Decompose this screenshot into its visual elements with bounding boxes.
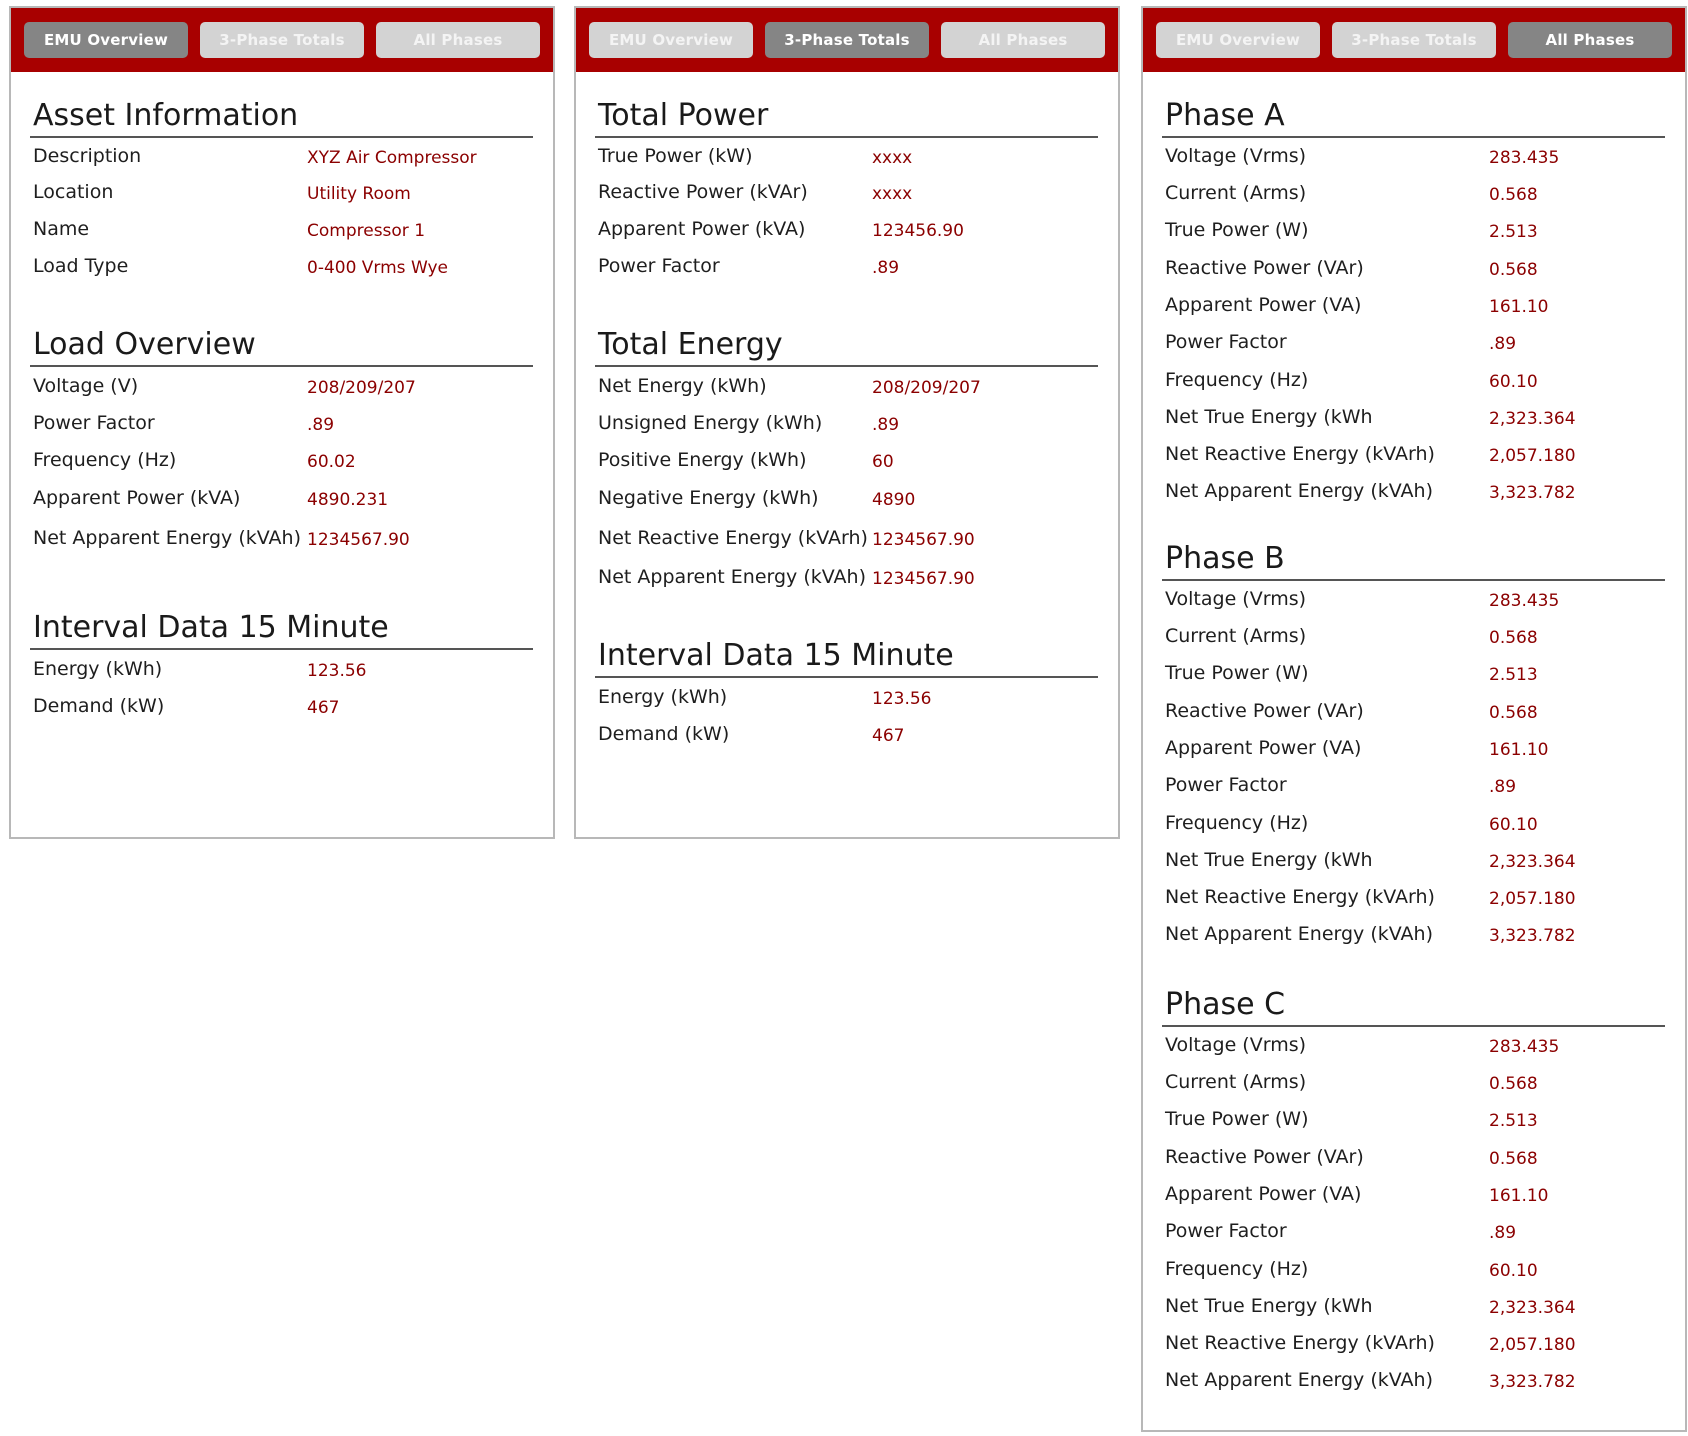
row-label: True Power (kW) bbox=[598, 145, 753, 167]
row-label: Net True Energy (kWh bbox=[1165, 406, 1373, 428]
row-label: True Power (W) bbox=[1165, 218, 1309, 241]
row-value: 123.56 bbox=[872, 688, 932, 709]
row-label: Demand (kW) bbox=[598, 722, 730, 745]
tab-bar bbox=[1143, 8, 1685, 72]
row-label: Net Apparent Energy (kVAh) bbox=[1165, 1368, 1433, 1391]
section-title: Total Energy bbox=[595, 325, 1098, 367]
row-value: .89 bbox=[872, 414, 900, 435]
row-label: Positive Energy (kWh) bbox=[598, 448, 807, 471]
data-row bbox=[1162, 1361, 1665, 1398]
row-value: 2.513 bbox=[1489, 1110, 1538, 1131]
data-row bbox=[1162, 617, 1665, 654]
data-row bbox=[1162, 323, 1665, 360]
row-value: 283.435 bbox=[1489, 1037, 1560, 1057]
row-label: Frequency (Hz) bbox=[33, 448, 177, 471]
row-value: 123.56 bbox=[307, 660, 367, 681]
row-value: 0.568 bbox=[1489, 184, 1538, 205]
data-row bbox=[1162, 1137, 1665, 1176]
data-row bbox=[1162, 1212, 1665, 1249]
row-label: Frequency (Hz) bbox=[1165, 368, 1309, 391]
row-label: Current (Arms) bbox=[1165, 181, 1307, 204]
section bbox=[30, 608, 533, 724]
tab-3-phase-totals[interactable]: 3-Phase Totals bbox=[765, 22, 929, 58]
row-label: Demand (kW) bbox=[33, 694, 165, 717]
row-value: Utility Room bbox=[307, 184, 411, 204]
tab-all-phases[interactable]: All Phases bbox=[1508, 22, 1672, 58]
row-value: 208/209/207 bbox=[307, 377, 416, 398]
row-value: 0.568 bbox=[1489, 1073, 1538, 1094]
row-value: 2,057.180 bbox=[1489, 888, 1576, 909]
row-label: Net True Energy (kWh bbox=[1165, 849, 1373, 871]
tab-3-phase-totals[interactable]: 3-Phase Totals bbox=[1332, 22, 1496, 58]
row-value: 4890 bbox=[872, 490, 916, 510]
row-value: 283.435 bbox=[1489, 591, 1560, 611]
three-phase-totals-panel bbox=[574, 6, 1120, 839]
row-label: True Power (W) bbox=[1165, 661, 1309, 684]
section-title: Load Overview bbox=[30, 325, 533, 367]
data-row bbox=[30, 518, 533, 557]
data-row bbox=[30, 650, 533, 687]
section bbox=[595, 96, 1098, 284]
emu-overview-panel bbox=[9, 6, 555, 839]
row-value: 60 bbox=[872, 451, 894, 472]
row-label: Reactive Power (kVAr) bbox=[598, 181, 808, 203]
row-label: Reactive Power (VAr) bbox=[1165, 1145, 1364, 1168]
row-label: Location bbox=[33, 181, 114, 203]
data-row bbox=[595, 678, 1098, 715]
section-title: Interval Data 15 Minute bbox=[30, 608, 533, 650]
data-row bbox=[1162, 915, 1665, 952]
data-row bbox=[595, 557, 1098, 596]
row-value: xxxx bbox=[872, 148, 913, 168]
row-value: 2.513 bbox=[1489, 664, 1538, 685]
row-value: xxxx bbox=[872, 184, 913, 204]
data-row bbox=[595, 441, 1098, 478]
data-row bbox=[1162, 211, 1665, 248]
row-value: 3,323.782 bbox=[1489, 1371, 1576, 1392]
section-title: Interval Data 15 Minute bbox=[595, 636, 1098, 678]
row-label: Power Factor bbox=[1165, 773, 1287, 796]
data-row bbox=[1162, 138, 1665, 174]
row-label: Negative Energy (kWh) bbox=[598, 487, 819, 509]
row-label: Load Type bbox=[33, 254, 129, 277]
data-row bbox=[595, 367, 1098, 404]
data-row bbox=[1162, 1063, 1665, 1100]
row-label: Net Apparent Energy (kVAh) bbox=[33, 526, 301, 549]
tab-emu-overview[interactable]: EMU Overview bbox=[24, 22, 188, 58]
row-label: Apparent Power (VA) bbox=[1165, 294, 1362, 316]
row-value: 2,057.180 bbox=[1489, 1334, 1576, 1355]
row-value: 1234567.90 bbox=[307, 529, 410, 550]
row-label: Voltage (Vrms) bbox=[1165, 145, 1307, 167]
tab-emu-overview[interactable]: EMU Overview bbox=[589, 22, 753, 58]
row-value: XYZ Air Compressor bbox=[307, 148, 477, 168]
row-value: .89 bbox=[1489, 1222, 1517, 1243]
row-label: Voltage (Vrms) bbox=[1165, 1034, 1307, 1056]
row-value: 60.10 bbox=[1489, 371, 1538, 392]
row-label: Net True Energy (kWh bbox=[1165, 1295, 1373, 1317]
section bbox=[1162, 96, 1665, 509]
data-row bbox=[30, 138, 533, 174]
tab-all-phases[interactable]: All Phases bbox=[941, 22, 1105, 58]
row-value: 3,323.782 bbox=[1489, 482, 1576, 503]
section bbox=[595, 325, 1098, 596]
data-row bbox=[30, 210, 533, 247]
row-value: 283.435 bbox=[1489, 148, 1560, 168]
tab-3-phase-totals[interactable]: 3-Phase Totals bbox=[200, 22, 364, 58]
row-label: Frequency (Hz) bbox=[1165, 811, 1309, 834]
data-row bbox=[1162, 1249, 1665, 1288]
all-phases-panel bbox=[1141, 6, 1687, 1432]
data-row bbox=[1162, 1027, 1665, 1063]
data-row bbox=[595, 478, 1098, 518]
row-value: 0.568 bbox=[1489, 627, 1538, 648]
section-title: Phase B bbox=[1162, 539, 1665, 581]
data-row bbox=[1162, 248, 1665, 287]
data-row bbox=[30, 478, 533, 518]
data-row bbox=[1162, 287, 1665, 323]
row-label: Reactive Power (VAr) bbox=[1165, 699, 1364, 722]
row-value: 2,323.364 bbox=[1489, 409, 1576, 429]
data-row bbox=[1162, 691, 1665, 730]
row-label: Power Factor bbox=[1165, 330, 1287, 353]
data-row bbox=[595, 247, 1098, 284]
row-value: 467 bbox=[872, 725, 905, 746]
data-row bbox=[595, 210, 1098, 247]
row-value: 208/209/207 bbox=[872, 377, 981, 398]
data-row bbox=[1162, 435, 1665, 472]
row-value: 123456.90 bbox=[872, 220, 964, 241]
row-value: 0.568 bbox=[1489, 259, 1538, 280]
data-row bbox=[595, 138, 1098, 174]
section-title: Asset Information bbox=[30, 96, 533, 138]
data-row bbox=[595, 715, 1098, 752]
data-row bbox=[1162, 730, 1665, 766]
data-row bbox=[1162, 174, 1665, 211]
data-row bbox=[30, 687, 533, 724]
data-row bbox=[1162, 581, 1665, 617]
row-label: Energy (kWh) bbox=[33, 657, 163, 680]
row-value: 2,323.364 bbox=[1489, 1298, 1576, 1318]
row-value: 60.10 bbox=[1489, 814, 1538, 835]
row-label: Net Energy (kWh) bbox=[598, 374, 767, 397]
row-value: 1234567.90 bbox=[872, 529, 975, 550]
data-row bbox=[1162, 1288, 1665, 1324]
tab-all-phases[interactable]: All Phases bbox=[376, 22, 540, 58]
tab-bar bbox=[576, 8, 1118, 72]
row-label: True Power (W) bbox=[1165, 1107, 1309, 1130]
row-label: Voltage (Vrms) bbox=[1165, 588, 1307, 610]
row-label: Net Reactive Energy (kVArh) bbox=[1165, 885, 1435, 908]
row-value: .89 bbox=[1489, 776, 1517, 797]
row-label: Apparent Power (kVA) bbox=[33, 487, 241, 509]
data-row bbox=[1162, 842, 1665, 878]
row-value: 467 bbox=[307, 697, 340, 718]
row-value: 4890.231 bbox=[307, 490, 389, 510]
row-value: 2,323.364 bbox=[1489, 852, 1576, 872]
row-value: 1234567.90 bbox=[872, 568, 975, 589]
data-row bbox=[1162, 766, 1665, 803]
data-row bbox=[30, 174, 533, 210]
row-value: 161.10 bbox=[1489, 297, 1549, 317]
row-label: Power Factor bbox=[33, 411, 155, 434]
data-row bbox=[595, 404, 1098, 441]
row-label: Net Apparent Energy (kVAh) bbox=[1165, 922, 1433, 945]
row-value: 0-400 Vrms Wye bbox=[307, 257, 448, 278]
row-label: Energy (kWh) bbox=[598, 685, 728, 708]
row-value: 161.10 bbox=[1489, 1186, 1549, 1206]
data-row bbox=[595, 518, 1098, 557]
row-label: Net Reactive Energy (kVArh) bbox=[1165, 1331, 1435, 1354]
data-row bbox=[1162, 360, 1665, 399]
tab-bar bbox=[11, 8, 553, 72]
section bbox=[1162, 539, 1665, 952]
section-title: Total Power bbox=[595, 96, 1098, 138]
row-value: 0.568 bbox=[1489, 702, 1538, 723]
row-value: 60.02 bbox=[307, 451, 356, 472]
row-value: 0.568 bbox=[1489, 1148, 1538, 1169]
row-value: 2,057.180 bbox=[1489, 445, 1576, 466]
data-row bbox=[595, 174, 1098, 210]
row-value: .89 bbox=[307, 414, 335, 435]
data-row bbox=[1162, 1100, 1665, 1137]
row-label: Current (Arms) bbox=[1165, 1070, 1307, 1093]
data-row bbox=[1162, 399, 1665, 435]
data-row bbox=[30, 404, 533, 441]
row-label: Reactive Power (VAr) bbox=[1165, 256, 1364, 279]
section-title: Phase A bbox=[1162, 96, 1665, 138]
row-label: Power Factor bbox=[1165, 1219, 1287, 1242]
row-label: Net Reactive Energy (kVArh) bbox=[1165, 442, 1435, 465]
data-row bbox=[1162, 878, 1665, 915]
section bbox=[30, 96, 533, 284]
row-value: 2.513 bbox=[1489, 221, 1538, 242]
row-label: Name bbox=[33, 217, 90, 240]
row-label: Apparent Power (kVA) bbox=[598, 217, 806, 240]
row-value: 161.10 bbox=[1489, 740, 1549, 760]
row-label: Description bbox=[33, 145, 142, 167]
tab-emu-overview[interactable]: EMU Overview bbox=[1156, 22, 1320, 58]
row-label: Voltage (V) bbox=[33, 374, 139, 397]
row-value: .89 bbox=[1489, 333, 1517, 354]
row-value: Compressor 1 bbox=[307, 220, 426, 241]
section-title: Phase C bbox=[1162, 985, 1665, 1027]
section bbox=[30, 325, 533, 557]
data-row bbox=[1162, 654, 1665, 691]
data-row bbox=[30, 247, 533, 284]
section bbox=[595, 636, 1098, 752]
row-value: 60.10 bbox=[1489, 1260, 1538, 1281]
row-label: Net Reactive Energy (kVArh) bbox=[598, 526, 868, 549]
data-row bbox=[1162, 1324, 1665, 1361]
row-value: 3,323.782 bbox=[1489, 925, 1576, 946]
data-row bbox=[30, 441, 533, 478]
row-label: Current (Arms) bbox=[1165, 624, 1307, 647]
row-label: Unsigned Energy (kWh) bbox=[598, 411, 823, 434]
data-row bbox=[1162, 1176, 1665, 1212]
row-value: .89 bbox=[872, 257, 900, 278]
section bbox=[1162, 985, 1665, 1398]
row-label: Apparent Power (VA) bbox=[1165, 1183, 1362, 1205]
row-label: Net Apparent Energy (kVAh) bbox=[1165, 479, 1433, 502]
data-row bbox=[1162, 472, 1665, 509]
data-row bbox=[1162, 803, 1665, 842]
row-label: Power Factor bbox=[598, 254, 720, 277]
row-label: Apparent Power (VA) bbox=[1165, 737, 1362, 759]
row-label: Frequency (Hz) bbox=[1165, 1257, 1309, 1280]
row-label: Net Apparent Energy (kVAh) bbox=[598, 565, 866, 588]
data-row bbox=[30, 367, 533, 404]
